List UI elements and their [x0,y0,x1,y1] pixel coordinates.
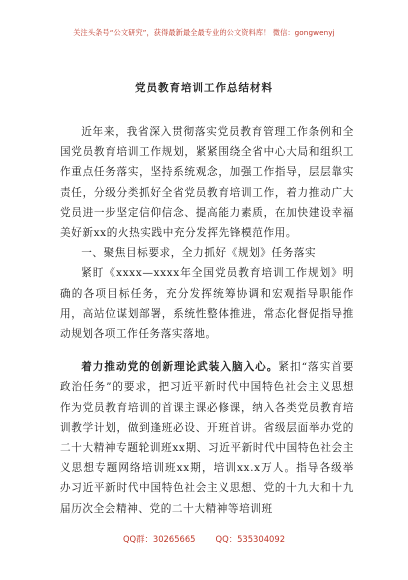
footer-contact [0,533,408,545]
paragraph-2 [60,263,354,344]
paragraph-3-lead: 着力推动党的创新理论武装入脑入心。 [81,361,279,374]
paragraph-3-rest: 紧扣“落实首要政治任务”的要求，把习近平新时代中国特色社会主义 [60,361,354,394]
footer-qq: QQ：535304092 [215,534,286,544]
paragraph-intro-text: 近年来，我省深入贯彻落实党员教育管理工作条例和全国党员教育培训工作规划，紧紧围绕全省中心大局和组织工作重点任务落实，坚持系统观念，加强工作指导，层层靠实责任，分级分类抓好全省党员教育培训工作，着力推动广大党员进一步坚定信仰信念、提高能力素质，在加快建设幸福美好新xx的火热实践中充分发挥先锋模范作用。 [60,126,354,240]
paragraph-2-text: 紧盯《xxxx—xxxx年全国党员教育培训工作规划》明确的各项目标任务，充分发挥统筹协调和宏观指导职能作用，高站位谋划部署，系统性整体推进，常态化督促指导推动规划各项工作任务落实落地。 [60,267,354,341]
section-heading-1-text: 一、聚焦目标要求，全力抓好《规划》任务落实 [81,247,317,260]
paragraph-intro [60,122,354,243]
footer-qq-group: QQ群：30265665 [122,534,196,544]
section-heading-1 [60,243,354,263]
paragraph-3-continued: 思想作为党员教育培训的首课主课必修课，纳入各类党员教育培训教学计划，做到逢班必设、开班首讲。省级层面举办党的二十大精神专题轮训班xx期、习近平新时代中国特色社会主义思想专题网络培训班xx期，培训xx.x万人。指导各级举办习近平新时代中国特色社会主义思想、党的十九大和十九届历次全会精神、党的二十大精神等培训班 [60,381,354,515]
top-banner: 关注头条号“公文研究”，获得最新最全最专业的公文资料库！ 微信：gongwenyj [73,28,335,37]
document-title: 党员教育培训工作总结材料 [135,82,273,94]
paragraph-3 [60,357,354,519]
document-body [60,122,354,519]
